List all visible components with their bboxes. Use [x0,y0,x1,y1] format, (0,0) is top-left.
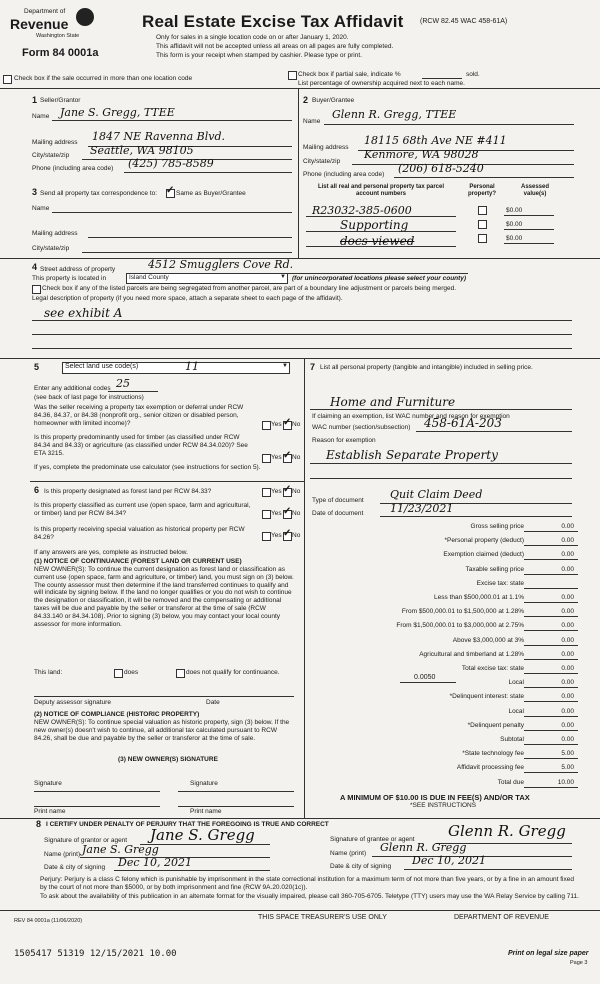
calc-label: Gross selling price [470,523,524,530]
notice-continuance-body: NEW OWNER(S): To continue the current designation as forest land or classification as current use (open space, farm and agriculture, or timber) land, you must sign on (3) below. The county assessor must then determine if the land transferred continues to qualify and will indicate by signing below. If the land no longer qualifies or you do not wish to continue the designation or classification, it will be removed and the compensating or additional taxes will be due and payable by the seller or transferor at the time of sale (RCW 84.33.140 or 84.34.108). Prior to signing (3) below, you may contact your local county assessor for more information. [34,566,294,628]
owner-print-label-2: Print name [190,808,222,815]
segregated-label: Check box if any of the listed parcels are being segregated from another parcel, are part of a boundary line adjustment or parcels being merged. [42,285,457,292]
personal-property-checkbox-3[interactable] [478,234,487,243]
buyer-heading: Buyer/Grantee [312,97,355,104]
document-date-field[interactable]: 11/23/2021 [390,502,454,515]
county-select[interactable] [126,273,288,284]
county-value: Island County [129,274,169,281]
partial-sale-checkbox[interactable] [288,71,297,80]
document-date-label: Date of document [312,510,364,517]
calc-value[interactable]: 0.00 [561,736,574,743]
calc-value[interactable]: 0.00 [561,707,574,715]
additional-codes-field[interactable]: 25 [116,377,130,390]
see-instructions-note: *SEE INSTRUCTIONS [410,802,477,809]
tax-calculation-table [306,520,584,790]
calc-value[interactable]: 5.00 [561,750,574,758]
calc-value[interactable]: 0.00 [561,523,574,530]
notice-compliance-body: NEW OWNER(S): To continue special valuation as historic property, sign (3) below. If the new owner(s) doesn't wish to continue, all additional tax calculated pursuant to RCW 84.26, shall be due and payable by the seller or transferor at the time of sale. [34,719,290,742]
grantor-date-field[interactable]: Dec 10, 2021 [118,856,192,869]
calc-value[interactable]: 0.00 [561,721,574,729]
header-line-3: This form is your receipt when stamped by cashier. Please type or print. [156,52,362,59]
assessed-value-3[interactable]: $0.00 [506,235,523,242]
q1-yes-checkbox[interactable] [262,421,271,430]
supporting-note: Supporting [340,218,409,232]
personal-property-header: Personal property? [467,184,496,198]
calc-label: Total excise tax: state [461,665,524,672]
perjury-statement: Perjury: Perjury is a class C felony which is punishable by imprisonment in the state correctional institution for a maximum term of not more than five years, or by a fine in an amount fixed by the court of not more than $5000, or by both imprisonment and fine (RCW 9A.20.020(1c)). [40,876,574,891]
calc-value[interactable]: 0.00 [561,679,574,687]
form-title: Real Estate Excise Tax Affidavit [142,12,404,31]
calc-value[interactable]: 0.00 [561,665,574,672]
calc-label: *Delinquent interest: state [449,693,524,701]
located-in-label: This property is located in [32,275,107,282]
header-line-2: This affidavit will not be accepted unless all areas on all pages are fully completed. [156,43,394,50]
calc-label: Agricultural and timberland at 1.28% [419,650,524,658]
reason-field[interactable]: Establish Separate Property [326,448,498,462]
deputy-signature-label: Deputy assessor signature [34,699,111,706]
grantor-name-field[interactable]: Jane S. Gregg [82,843,159,856]
same-as-buyer-check-icon: ✓ [166,185,175,196]
q2-yes-checkbox[interactable] [262,454,271,463]
grantee-name-field[interactable]: Glenn R. Gregg [380,841,467,854]
parcel-list-header: List all real and personal property tax parcel account numbers [317,184,445,198]
buyer-name-label: Name [303,118,321,125]
additional-codes-label: Enter any additional codes [34,385,111,392]
seller-mailing-label: Mailing address [32,139,78,146]
list-percentage-label: List percentage of ownership acquired next to each name. [298,80,465,87]
owner-signature-label-1: Signature [34,780,62,787]
grantee-date-label: Date & city of signing [330,863,392,870]
header-line-1: Only for sales in a single location code on or after January 1, 2020. [156,34,349,41]
land-use-label: Select land use code(s) [65,363,139,370]
local-rate: 0.0050 [414,674,436,681]
grantee-signature-label: Signature of grantee or agent [330,836,415,843]
wac-number-label: WAC number (section/subsection) [312,424,411,431]
q4-yes-checkbox[interactable] [262,510,271,519]
calc-value[interactable]: 0.00 [561,608,574,616]
calc-label: Taxable selling price [465,565,524,573]
personal-property-checkbox-2[interactable] [478,220,487,229]
seller-heading: Seller/Grantor [40,97,81,104]
grantee-signature[interactable]: Glenn R. Gregg [448,822,566,840]
assessed-value-1[interactable]: $0.00 [506,207,523,214]
calc-label: Excise tax: state [476,579,524,587]
grantor-date-label: Date & city of signing [44,864,106,871]
assessed-value-2[interactable]: $0.00 [506,221,523,228]
calc-value[interactable]: 0.00 [561,565,574,573]
calc-label: *Delinquent penalty [467,721,524,729]
calc-label: From $500,000.01 to $1,500,000 at 1.28% [401,608,524,616]
page-number: Page 3 [570,960,588,966]
grantor-signature-label: Signature of grantor or agent [44,837,128,844]
form-id: Form 84 0001a [22,47,99,59]
back-note: (see back of last page for instructions) [34,394,144,401]
certify-statement: I CERTIFY UNDER PENALTY OF PERJURY THAT THE FOREGOING IS TRUE AND CORRECT [46,821,329,828]
revenue-label: Revenue [10,16,69,32]
land-does-not-checkbox[interactable] [176,669,185,678]
docs-viewed-note: docs viewed [340,234,415,248]
buyer-city-field[interactable]: Kenmore, WA 98028 [364,148,479,161]
correspondence-city-label: City/state/zip [32,245,70,252]
document-type-field[interactable]: Quit Claim Deed [390,488,483,501]
buyer-phone-label: Phone (including area code) [303,171,385,178]
deputy-date-label: Date [206,699,220,706]
personal-property-checkbox-1[interactable] [478,206,487,215]
buyer-name-field[interactable]: Glenn R. Gregg, TTEE [332,108,457,121]
legal-description-label: Legal description of property (if you need more space, attach a separate sheet to each page of the affidavit). [32,295,343,302]
calc-value[interactable]: 0.00 [561,594,574,601]
current-use-question: Is this property classified as current use (open space, farm and agricultural, or timber) land per RCW 84.34? [34,502,251,517]
seller-phone-field[interactable]: (425) 785-8589 [128,157,214,170]
grantee-date-field[interactable]: Dec 10, 2021 [412,854,486,867]
segregated-checkbox[interactable] [32,285,41,294]
exemption-question: Was the seller receiving a property tax exemption or deferral under RCW 84.36, 84.37, or 84.38 (nonprofit org., senior citizen or disabled person, homeowner with limited income)? [34,404,244,427]
state-label: Washington State [36,33,80,39]
buyer-city-label: City/state/zip [303,158,341,165]
correspondence-mailing-label: Mailing address [32,230,78,237]
land-use-code: 11 [185,360,199,373]
section-1-number: 1 [32,95,38,105]
section-6-number: 6 [34,485,40,495]
land-use-select[interactable] [62,362,290,374]
grantor-name-label: Name (print) [44,851,81,858]
personal-property-field[interactable]: Home and Furniture [330,395,456,409]
minimum-due-notice: A MINIMUM OF $10.00 IS DUE IN FEE(S) AND/OR TAX [340,793,530,802]
assessed-value-header: Assessed value(s) [520,184,550,198]
correspondence-name-label: Name [32,205,50,212]
section-3-number: 3 [32,187,38,197]
dor-logo-icon [76,8,94,26]
calc-label: Subtotal [500,736,524,743]
section-7-number: 7 [310,362,316,372]
street-address-label: Street address of property [40,266,116,273]
calc-value[interactable]: 0.00 [561,693,574,701]
land-does-checkbox[interactable] [114,669,123,678]
exemption-label: If claiming an exemption, list WAC number and reason for exemption [312,413,510,420]
check-icon: ✓ [283,484,292,495]
header-divider [0,88,600,89]
buyer-mailing-field[interactable]: 18115 68th Ave NE #411 [364,134,507,147]
calc-value[interactable]: 0.00 [561,622,574,630]
section-2-number: 2 [303,95,309,105]
calc-value[interactable]: 0.00 [561,650,574,658]
calc-label: Local [508,679,524,687]
calc-label: From $1,500,000.01 to $3,000,000 at 2.75% [396,622,524,630]
notice-continuance-title: (1) NOTICE OF CONTINUANCE (FOREST LAND OR CURRENT USE) [34,558,242,565]
revision-label: REV 84 0001a (11/06/2020) [14,918,83,924]
check-icon: ✓ [283,417,292,428]
calc-value[interactable]: 0.00 [561,537,574,545]
more-than-one-location-label: Check box if the sale occurred in more than one location code [14,75,193,82]
sold-label: sold. [466,71,480,78]
calc-label: *Personal property (deduct) [444,537,524,545]
calc-label: Less than $500,000.01 at 1.1% [434,594,524,601]
predominate-use-note: If yes, complete the predominate use calculator (see instructions for section 5). [34,464,261,471]
forest-land-question: Is this property designated as forest land per RCW 84.33? [44,488,212,495]
seller-city-label: City/state/zip [32,152,70,159]
seller-name-field[interactable]: Jane S. Gregg, TTEE [60,106,175,119]
county-note: (for unincorporated locations please select your county) [292,275,467,282]
check-icon: ✓ [283,450,292,461]
treasurer-use-label: THIS SPACE TREASURER'S USE ONLY [258,914,387,921]
legal-paper-note: Print on legal size paper [508,950,589,957]
street-address-field[interactable]: 4512 Smugglers Cove Rd. [148,258,294,271]
grantee-name-label: Name (print) [330,850,367,857]
document-type-label: Type of document [312,497,364,504]
check-icon: ✓ [283,528,292,539]
section-8-number: 8 [36,819,42,829]
calc-value[interactable]: 0.00 [561,636,574,644]
owner-print-label-1: Print name [34,808,66,815]
historic-question: Is this property receiving special valuation as historical property per RCW 84.26? [34,526,245,541]
form-citation: (RCW 82.45 WAC 458-61A) [420,18,508,25]
calc-label: Local [508,707,524,715]
department-label: Department of [24,8,66,15]
calc-label: Exemption claimed (deduct) [443,551,524,559]
q3-yes-checkbox[interactable] [262,488,271,497]
legal-description-field[interactable]: see exhibit A [44,306,123,320]
if-yes-note: If any answers are yes, complete as instructed below. [34,549,188,556]
check-icon: ✓ [283,506,292,517]
buyer-phone-field[interactable]: (206) 618-5240 [398,162,484,175]
this-land-label: This land: [34,669,63,676]
personal-property-list-label: List all personal property (tangible and intangible) included in selling price. [320,364,533,371]
calc-label: Above $3,000,000 at 3% [452,636,524,644]
seller-name-label: Name [32,113,50,120]
calc-label: Total due [497,778,524,786]
q5-yes-checkbox[interactable] [262,532,271,541]
parcel-number-1[interactable]: R23032-385-0600 [312,204,412,217]
seller-phone-label: Phone (including area code) [32,165,114,172]
partial-sale-label: Check box if partial sale, indicate % [298,71,401,78]
wac-number-field[interactable]: 458-61A-203 [424,416,502,430]
owner-signature-label-2: Signature [190,780,218,787]
notice-compliance-title: (2) NOTICE OF COMPLIANCE (HISTORIC PROPERTY) [34,711,200,718]
calc-label: *State technology fee [462,750,524,758]
new-owner-signature-title: (3) NEW OWNER(S) SIGNATURE [118,756,218,763]
reason-label: Reason for exemption [312,437,376,444]
calc-value[interactable]: 0.00 [561,551,574,559]
buyer-mailing-label: Mailing address [303,144,349,151]
more-than-one-location-checkbox[interactable] [3,75,12,84]
chevron-down-icon: ▼ [282,363,288,369]
partial-percent-field[interactable] [422,78,462,79]
seller-mailing-field[interactable]: 1847 NE Ravenna Blvd. [92,130,226,143]
correspondence-label: Send all property tax correspondence to: [40,190,158,197]
calc-value[interactable]: 5.00 [561,764,574,772]
seller-city-field[interactable]: Seattle, WA 98105 [90,144,194,157]
calc-value[interactable]: 10.00 [557,778,574,786]
calc-label: Affidavit processing fee [456,764,524,772]
timber-question: Is this property predominantly used for timber (as classified under RCW 84.34 and 84.33) or agriculture (as classified under RCW 84.34.020)? See ETA 3215. [34,434,248,457]
recording-stamp: 1505417 51319 12/15/2021 10.00 [14,949,177,959]
section-4-number: 4 [32,262,38,272]
grantor-signature[interactable]: Jane S. Gregg [150,826,255,844]
chevron-down-icon: ▼ [280,274,286,280]
section-5-number: 5 [34,362,40,372]
dept-revenue-label: DEPARTMENT OF REVENUE [454,914,549,921]
alternate-format-note: To ask about the availability of this publication in an alternate format for the visually impaired, please call 360-705-6705. Teletype (TTY) users may use the WA Relay Service by calling 711. [40,893,579,900]
same-as-buyer-label: Same as Buyer/Grantee [176,190,246,197]
